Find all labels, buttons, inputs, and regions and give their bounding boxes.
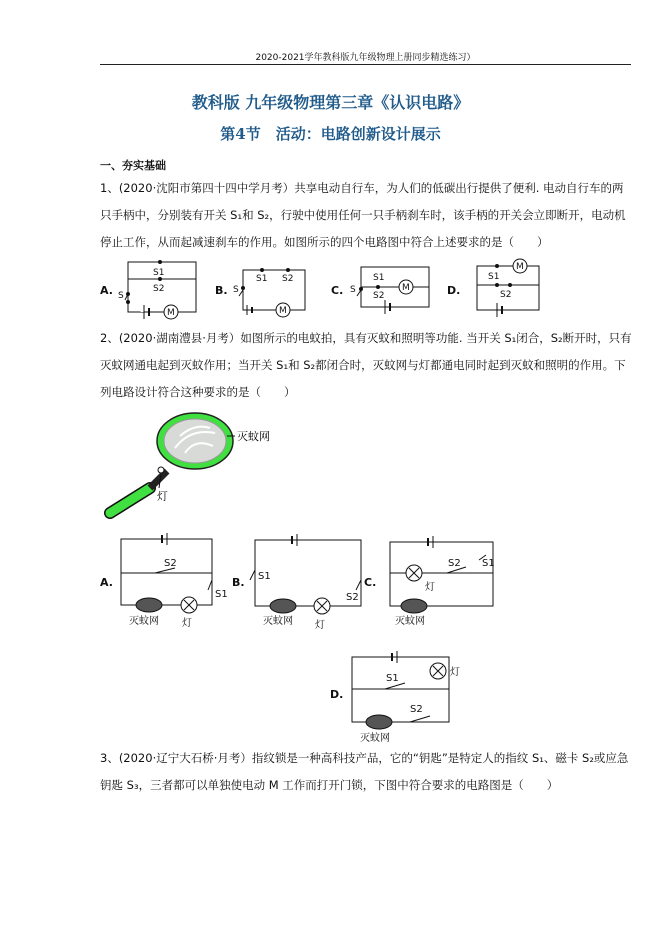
q2c-s1-label: S1	[482, 558, 495, 569]
q1b-s1-label: S1	[256, 274, 268, 284]
q2a-net-label: 灭蚊网	[129, 616, 159, 627]
q1c-s1-label: S1	[373, 273, 385, 283]
section-heading: 一、夯实基础	[100, 159, 166, 172]
q1c-motor-label: M	[402, 283, 410, 293]
q1c-s2-label: S2	[373, 291, 385, 301]
q2c-s2-label: S2	[448, 558, 461, 569]
q2c-lamp-label: 灯	[425, 582, 435, 593]
q1a-motor-label: M	[167, 308, 175, 318]
q2-option-b[interactable]: B.	[232, 576, 245, 589]
q2b-s1-label: S1	[258, 571, 271, 582]
q2c-net-label: 灭蚊网	[395, 616, 425, 627]
q2-option-d[interactable]: D.	[330, 688, 344, 701]
q2a-s1-label: S1	[215, 589, 228, 600]
q2-circuit-d	[352, 651, 449, 729]
q1c-s-label: S	[350, 285, 356, 295]
q1a-s2-label: S2	[153, 284, 165, 294]
q1b-s2-label: S2	[282, 274, 294, 284]
q1d-s2-label: S2	[500, 290, 512, 300]
racket-net-label: 灭蚊网	[237, 430, 270, 443]
question-2-text: 2、(2020·湖南澧县·月考）如图所示的电蚊拍，具有灭蚊和照明等功能. 当开关 S₁闭合，S₂断开时，只有灭蚊网通电起到灭蚊作用；当开关 S₁和 S₂都闭合时，灭蚊网与灯都通电同时起到灭蚊和照明的作用。下列电路设计符合这种要求的是（ ）	[100, 331, 632, 399]
q2b-lamp-label: 灯	[315, 620, 325, 631]
q2-option-a[interactable]: A.	[100, 576, 113, 589]
question-1-text: 1、(2020·沈阳市第四十四中学月考）共享电动自行车，为人们的低碳出行提供了便利. 电动自行车的两只手柄中，分别装有开关 S₁和 S₂，行驶中使用任何一只手柄刹车时，该手柄的开关会立即断开，电动机停止工作，从而起减速刹车的作用。如图所示的四个电路图中符合上述要求的是（ ）	[100, 181, 626, 249]
q1d-s1-label: S1	[488, 272, 500, 282]
q1a-s1-label: S1	[153, 268, 165, 278]
q1-option-c[interactable]: C.	[331, 284, 344, 297]
question-3-text: 3、(2020·辽宁大石桥·月考）指纹锁是一种高科技产品，它的“钥匙”是特定人的指纹 S₁、磁卡 S₂或应急钥匙 S₃，三者都可以单独使电动 M 工作而打开门锁，下图中符合要求的电路图是（ ）	[100, 751, 629, 792]
q2-circuit-c	[390, 536, 493, 613]
racket-lamp-label: 灯	[157, 490, 168, 503]
q2-circuit-a	[121, 533, 212, 613]
q2b-s2-label: S2	[346, 592, 359, 603]
q1a-s-label: S	[118, 291, 124, 301]
page-header: 2020-2021学年教科版九年级物理上册同步精选练习）	[100, 50, 631, 65]
q2b-net-label: 灭蚊网	[263, 616, 293, 627]
chapter-title: 教科版 九年级物理第三章《认识电路》	[191, 93, 470, 112]
section-title: 第4节 活动：电路创新设计展示	[220, 125, 441, 143]
q2a-lamp-label: 灯	[182, 618, 192, 629]
q2d-s1-label: S1	[386, 673, 399, 684]
q2-option-c[interactable]: C.	[364, 576, 377, 589]
q2d-lamp-label: 灯	[450, 667, 460, 678]
q1d-motor-label: M	[516, 262, 524, 272]
q2d-s2-label: S2	[410, 704, 423, 715]
q2d-net-label: 灭蚊网	[360, 733, 390, 744]
q1-option-a[interactable]: A.	[100, 284, 113, 297]
q1b-s-label: S	[233, 285, 239, 295]
q1b-motor-label: M	[279, 306, 287, 316]
q2a-s2-label: S2	[164, 558, 177, 569]
q1-option-b[interactable]: B.	[215, 284, 228, 297]
q1-option-d[interactable]: D.	[447, 284, 461, 297]
